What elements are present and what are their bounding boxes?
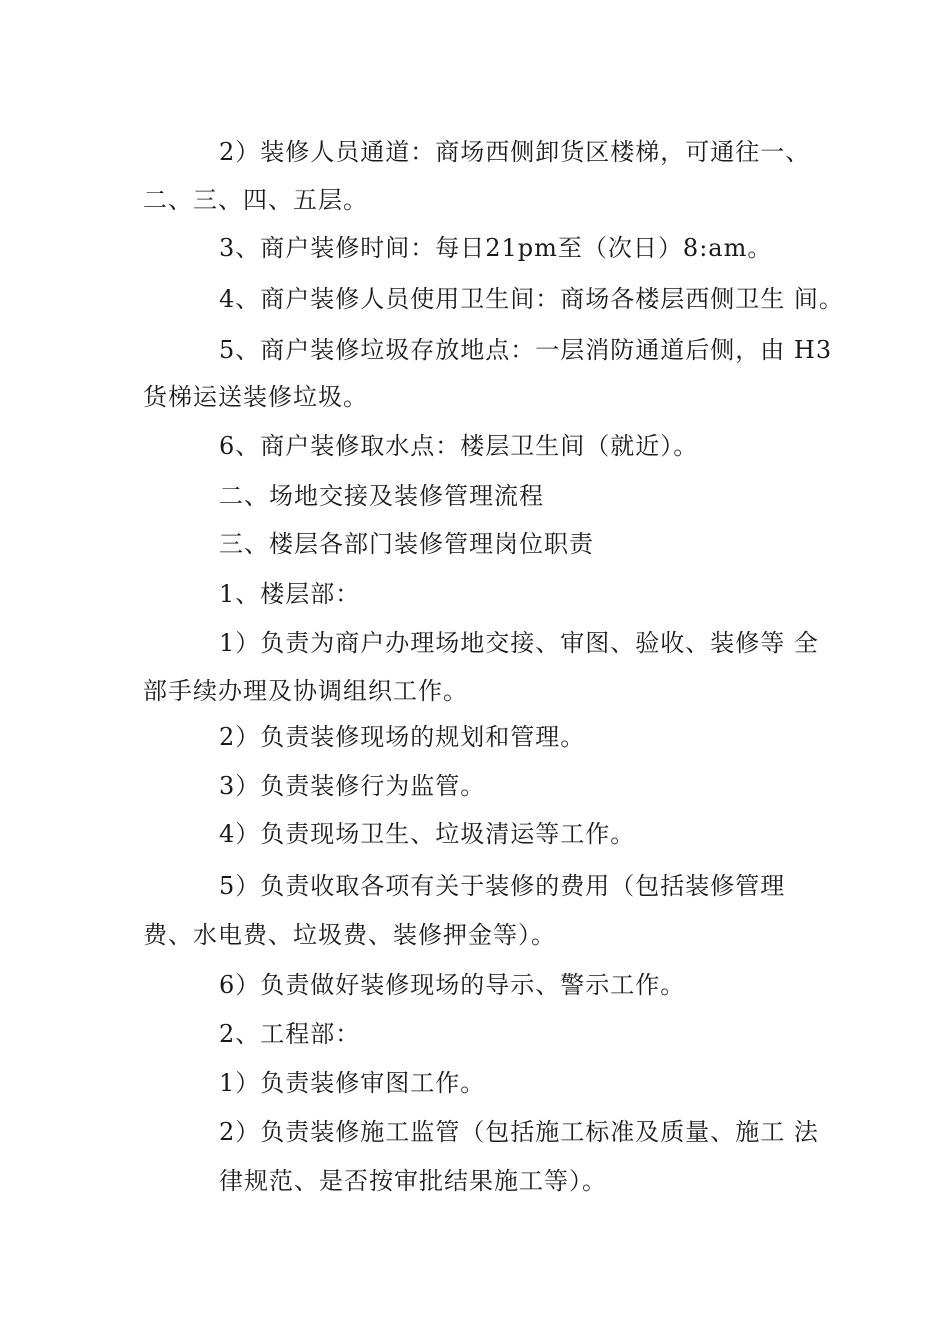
text-line: 1）负责为商户办理场地交接、审图、验收、装修等 全: [219, 629, 819, 657]
text-line: 6）负责做好装修现场的导示、警示工作。: [219, 971, 686, 999]
text-line: 5）负责收取各项有关于装修的费用（包括装修管理: [219, 872, 786, 900]
text-line: 费、水电费、垃圾费、装修押金等）。: [143, 921, 556, 949]
text-line: 货梯运送装修垃圾。: [143, 383, 368, 411]
text-line: 2）装修人员通道：商场西侧卸货区楼梯，可通往一、: [219, 138, 811, 166]
subsection-heading: 1、楼层部：: [219, 580, 361, 608]
text-line: 4）负责现场卫生、垃圾清运等工作。: [219, 820, 636, 848]
section-heading: 二、场地交接及装修管理流程: [219, 482, 544, 510]
text-line: 5、商户装修垃圾存放地点：一层消防通道后侧，由 H3: [219, 336, 833, 364]
subsection-heading: 2、工程部：: [219, 1020, 361, 1048]
text-line: 2）负责装修现场的规划和管理。: [219, 723, 586, 751]
text-line: 4、商户装修人员使用卫生间：商场各楼层西侧卫生 间。: [219, 285, 844, 313]
text-line: 二、三、四、五层。: [143, 186, 368, 214]
text-line: 律规范、是否按审批结果施工等）。: [219, 1167, 607, 1195]
text-line: 6、商户装修取水点：楼层卫生间（就近）。: [219, 432, 699, 460]
text-line: 3）负责装修行为监管。: [219, 772, 486, 800]
section-heading: 三、楼层各部门装修管理岗位职责: [219, 530, 594, 558]
text-line: 1）负责装修审图工作。: [219, 1069, 486, 1097]
text-line: 2）负责装修施工监管（包括施工标准及质量、施工 法: [219, 1118, 819, 1146]
text-line: 3、商户装修时间：每日21pm至（次日）8:am。: [219, 234, 773, 262]
text-line: 部手续办理及协调组织工作。: [143, 677, 468, 705]
